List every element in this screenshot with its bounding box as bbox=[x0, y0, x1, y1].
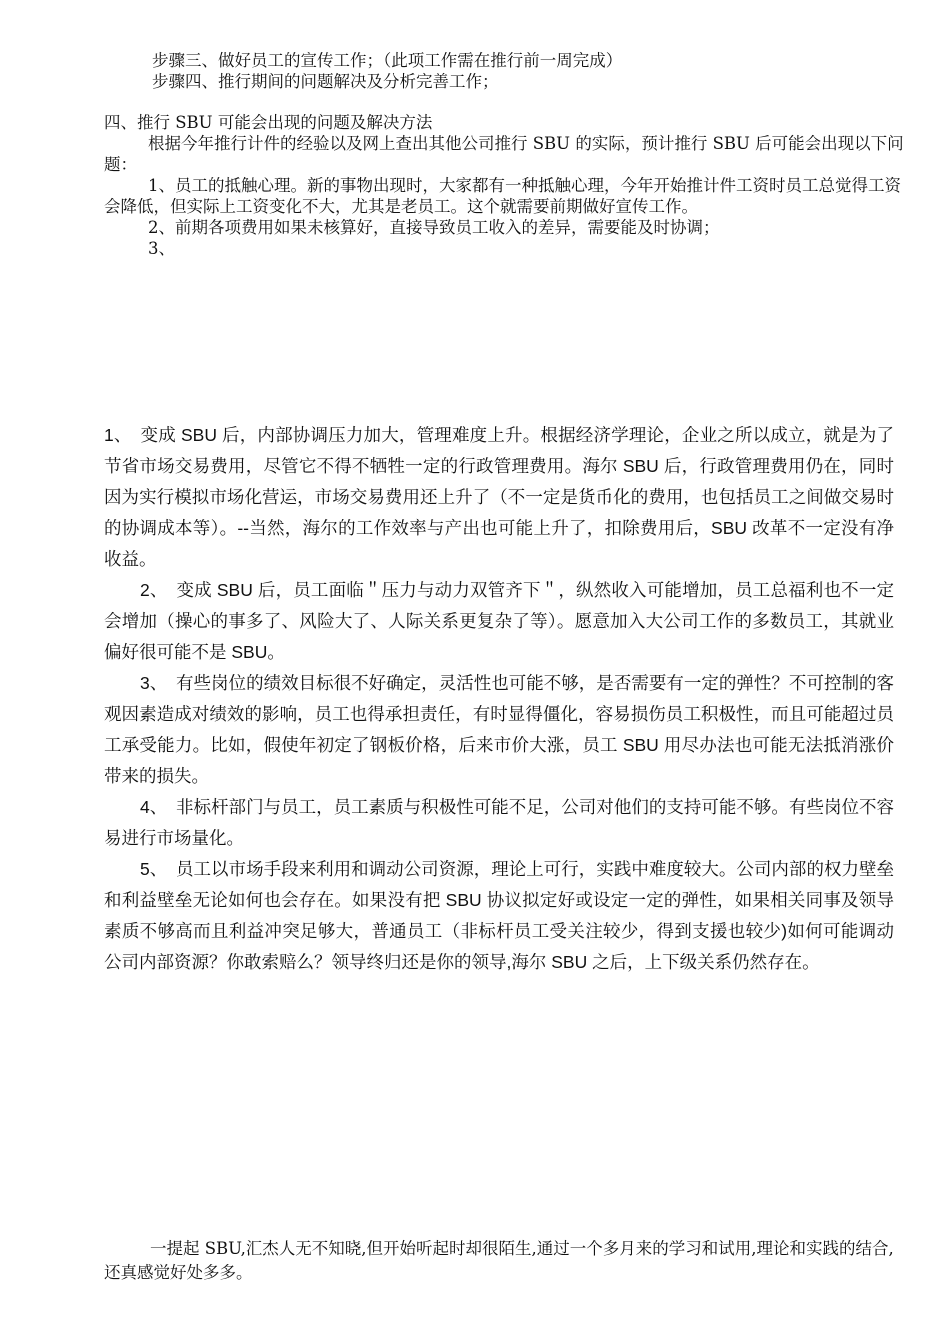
risk-item-5: 5、 员工以市场手段来利用和调动公司资源，理论上可行，实践中难度较大。公司内部的权力壁垒和利益壁垒无论如何也会存在。如果没有把 SBU 协议拟定好或设定一定的弹性，如果相关同事及领导素质不够高而且利益冲突足够大，普通员工（非标杆员工受关注较少，得到支援也较少)如何可能调动公司内部资源？你敢索赔么？领导终归还是你的领导,海尔 SBU 之后，上下级关系仍然存在。 bbox=[104, 859, 894, 972]
risk-item-4: 4、 非标杆部门与员工，员工素质与积极性可能不足，公司对他们的支持可能不够。有些岗位不容易进行市场量化。 bbox=[104, 797, 894, 848]
risk-item-3: 3、 有些岗位的绩效目标很不好确定，灵活性也可能不够，是否需要有一定的弹性？不可控制的客观因素造成对绩效的影响，员工也得承担责任，有时显得僵化，容易损伤员工积极性，而且可能超过员工承受能力。比如，假使年初定了钢板价格，后来市价大涨，员工 SBU 用尽办法也可能无法抵消涨价带来的损失。 bbox=[104, 673, 894, 786]
risk-list bbox=[104, 420, 894, 978]
problem-item-3: 3、 bbox=[148, 239, 175, 258]
step-4-line: 步骤四、推行期间的问题解决及分析完善工作； bbox=[152, 72, 499, 91]
section-4-intro: 根据今年推行计件的经验以及网上查出其他公司推行 SBU 的实际，预计推行 SBU 后可能会出现以下问题： bbox=[104, 134, 904, 174]
closing-section bbox=[104, 1237, 894, 1285]
risk-item-2: 2、 变成 SBU 后，员工面临＂压力与动力双管齐下＂，纵然收入可能增加，员工总福利也不一定会增加（操心的事多了、风险大了、人际关系更复杂了等）。愿意加入大公司工作的多数员工，其就业偏好很可能不是 SBU。 bbox=[104, 580, 894, 662]
step-3-line: 步骤三、做好员工的宣传工作；（此项工作需在推行前一周完成） bbox=[152, 51, 623, 70]
risk-item-1: 1、 变成 SBU 后，内部协调压力加大，管理难度上升。根据经济学理论，企业之所以成立，就是为了节省市场交易费用，尽管它不得不牺牲一定的行政管理费用。海尔 SBU 后，行政管理费用仍在，同时因为实行模拟市场化营运，市场交易费用还上升了（不一定是货币化的费用，也包括员工之间做交易时的协调成本等）。--当然，海尔的工作效率与产出也可能上升了，扣除费用后，SBU 改革不一定没有净收益。 bbox=[104, 425, 894, 569]
problem-item-2: 2、前期各项费用如果未核算好，直接导致员工收入的差异，需要能及时协调； bbox=[148, 218, 720, 237]
plan-section bbox=[104, 50, 904, 259]
problem-item-1: 1、员工的抵触心理。新的事物出现时，大家都有一种抵触心理，今年开始推计件工资时员工总觉得工资会降低，但实际上工资变化不大，尤其是老员工。这个就需要前期做好宣传工作。 bbox=[104, 176, 901, 216]
closing-paragraph: 一提起 SBU,汇杰人无不知晓,但开始听起时却很陌生,通过一个多月来的学习和试用,理论和实践的结合,还真感觉好处多多。 bbox=[104, 1239, 894, 1282]
section-4-heading: 四、推行 SBU 可能会出现的问题及解决方法 bbox=[104, 113, 433, 132]
